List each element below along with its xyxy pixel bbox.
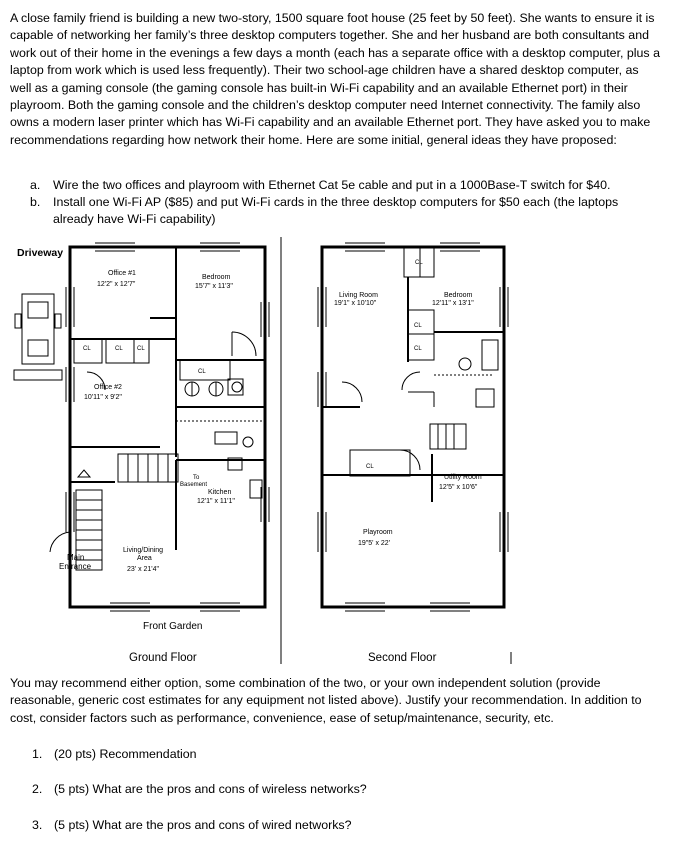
kitchen-size: 12'1" x 11'1": [197, 498, 235, 505]
option-b-text: Install one Wi-Fi AP ($85) and put Wi-Fi cards in the three desktop computers for $50 each (the laptops already have Wi-Fi capability): [53, 195, 619, 227]
kitchen-name: Kitchen: [208, 489, 232, 496]
ground-bedroom-size: 15'7" x 11'3": [195, 283, 233, 290]
office1-name: Office #1: [108, 270, 136, 277]
closet-label-1: CL: [83, 346, 91, 352]
front-garden-label: Front Garden: [143, 621, 203, 632]
main-entrance-label-1: Main: [67, 553, 85, 562]
driveway-label: Driveway: [17, 247, 64, 259]
office2-name: Office #2: [94, 384, 122, 391]
basement-label-2: Basement: [180, 482, 208, 488]
question-2-text: (5 pts) What are the pros and cons of wireless networks?: [54, 782, 367, 796]
second-closet-top: CL: [415, 260, 423, 266]
utility-room-name: Utility Room: [444, 474, 482, 481]
floor-plan: [0, 232, 676, 672]
living-dining-name-1: Living/Dining: [123, 547, 164, 554]
living-dining-name-2: Area: [137, 555, 152, 562]
question-3-text: (5 pts) What are the pros and cons of wired networks?: [54, 818, 352, 832]
option-a-label: a.: [30, 178, 41, 192]
intro-paragraph: A close family friend is building a new two-story, 1500 square foot house (25 feet by 50 feet). She wants to ensure it is capable of networking her family’s three desktop computers together. She and her husband are both consultants and work out of their home in the evenings a few days a month (each has a separate office with a desktop computer, plus a laptop from work which is used less frequently). Their two school-age children have a shared desktop computer, as well as a gaming console (the gaming console has built-in Wi-Fi capability and an available Ethernet port) in their playroom. Both the gaming console and the children’s desktop computer need Internet connectivity. The family also owns a modern laser printer which has Wi-Fi capability and an available Ethernet port. They have asked you to make recommendations regarding how network their home. Here are some initial, general ideas they have proposed:: [10, 11, 660, 147]
question-1-text: (20 pts) Recommendation: [54, 747, 197, 761]
question-1-number: 1.: [32, 747, 43, 761]
second-living-name: Living Room: [339, 292, 378, 299]
second-bedroom-size: 12'11" x 13'1": [432, 300, 474, 307]
option-b-label: b.: [30, 195, 41, 209]
question-3-number: 3.: [32, 818, 43, 832]
utility-room-size: 12'5" x 10'6": [439, 484, 478, 491]
option-a-text: Wire the two offices and playroom with Ethernet Cat 5e cable and put in a 1000Base-T switch for $40.: [53, 178, 611, 192]
closing-paragraph: You may recommend either option, some combination of the two, or your own independent solution (provide reasonable, generic cost estimates for any equipment not listed above). Justify your recommendation. In addition to cost, consider factors such as performance, convenience, ease of setup/maintenance, security, etc.: [10, 676, 642, 725]
ground-floor-title: Ground Floor: [129, 652, 197, 664]
playroom-size: 19"5' x 22': [358, 540, 391, 547]
main-entrance-label-2: Entrance: [59, 562, 92, 571]
office1-size: 12'2" x 12'7": [97, 281, 136, 288]
closet-label-2: CL: [115, 346, 123, 352]
second-closet-c: CL: [366, 464, 374, 470]
playroom-name: Playroom: [363, 529, 393, 536]
living-dining-size: 23' x 21'4": [127, 566, 160, 573]
second-living-size: 19'1" x 10'10": [334, 300, 377, 307]
second-closet-b: CL: [414, 346, 422, 352]
closet-label-4: CL: [198, 369, 206, 375]
ground-floor-outline: [70, 247, 265, 607]
second-closet-a: CL: [414, 323, 422, 329]
closet-label-3: CL: [137, 346, 145, 352]
second-bedroom-name: Bedroom: [444, 292, 473, 299]
basement-label-1: To: [193, 475, 200, 481]
question-2-number: 2.: [32, 782, 43, 796]
ground-bedroom-name: Bedroom: [202, 274, 231, 281]
second-floor-title: Second Floor: [368, 652, 437, 664]
floor-plan-drawing: [0, 232, 676, 672]
office2-size: 10'11" x 9'2": [84, 394, 122, 401]
